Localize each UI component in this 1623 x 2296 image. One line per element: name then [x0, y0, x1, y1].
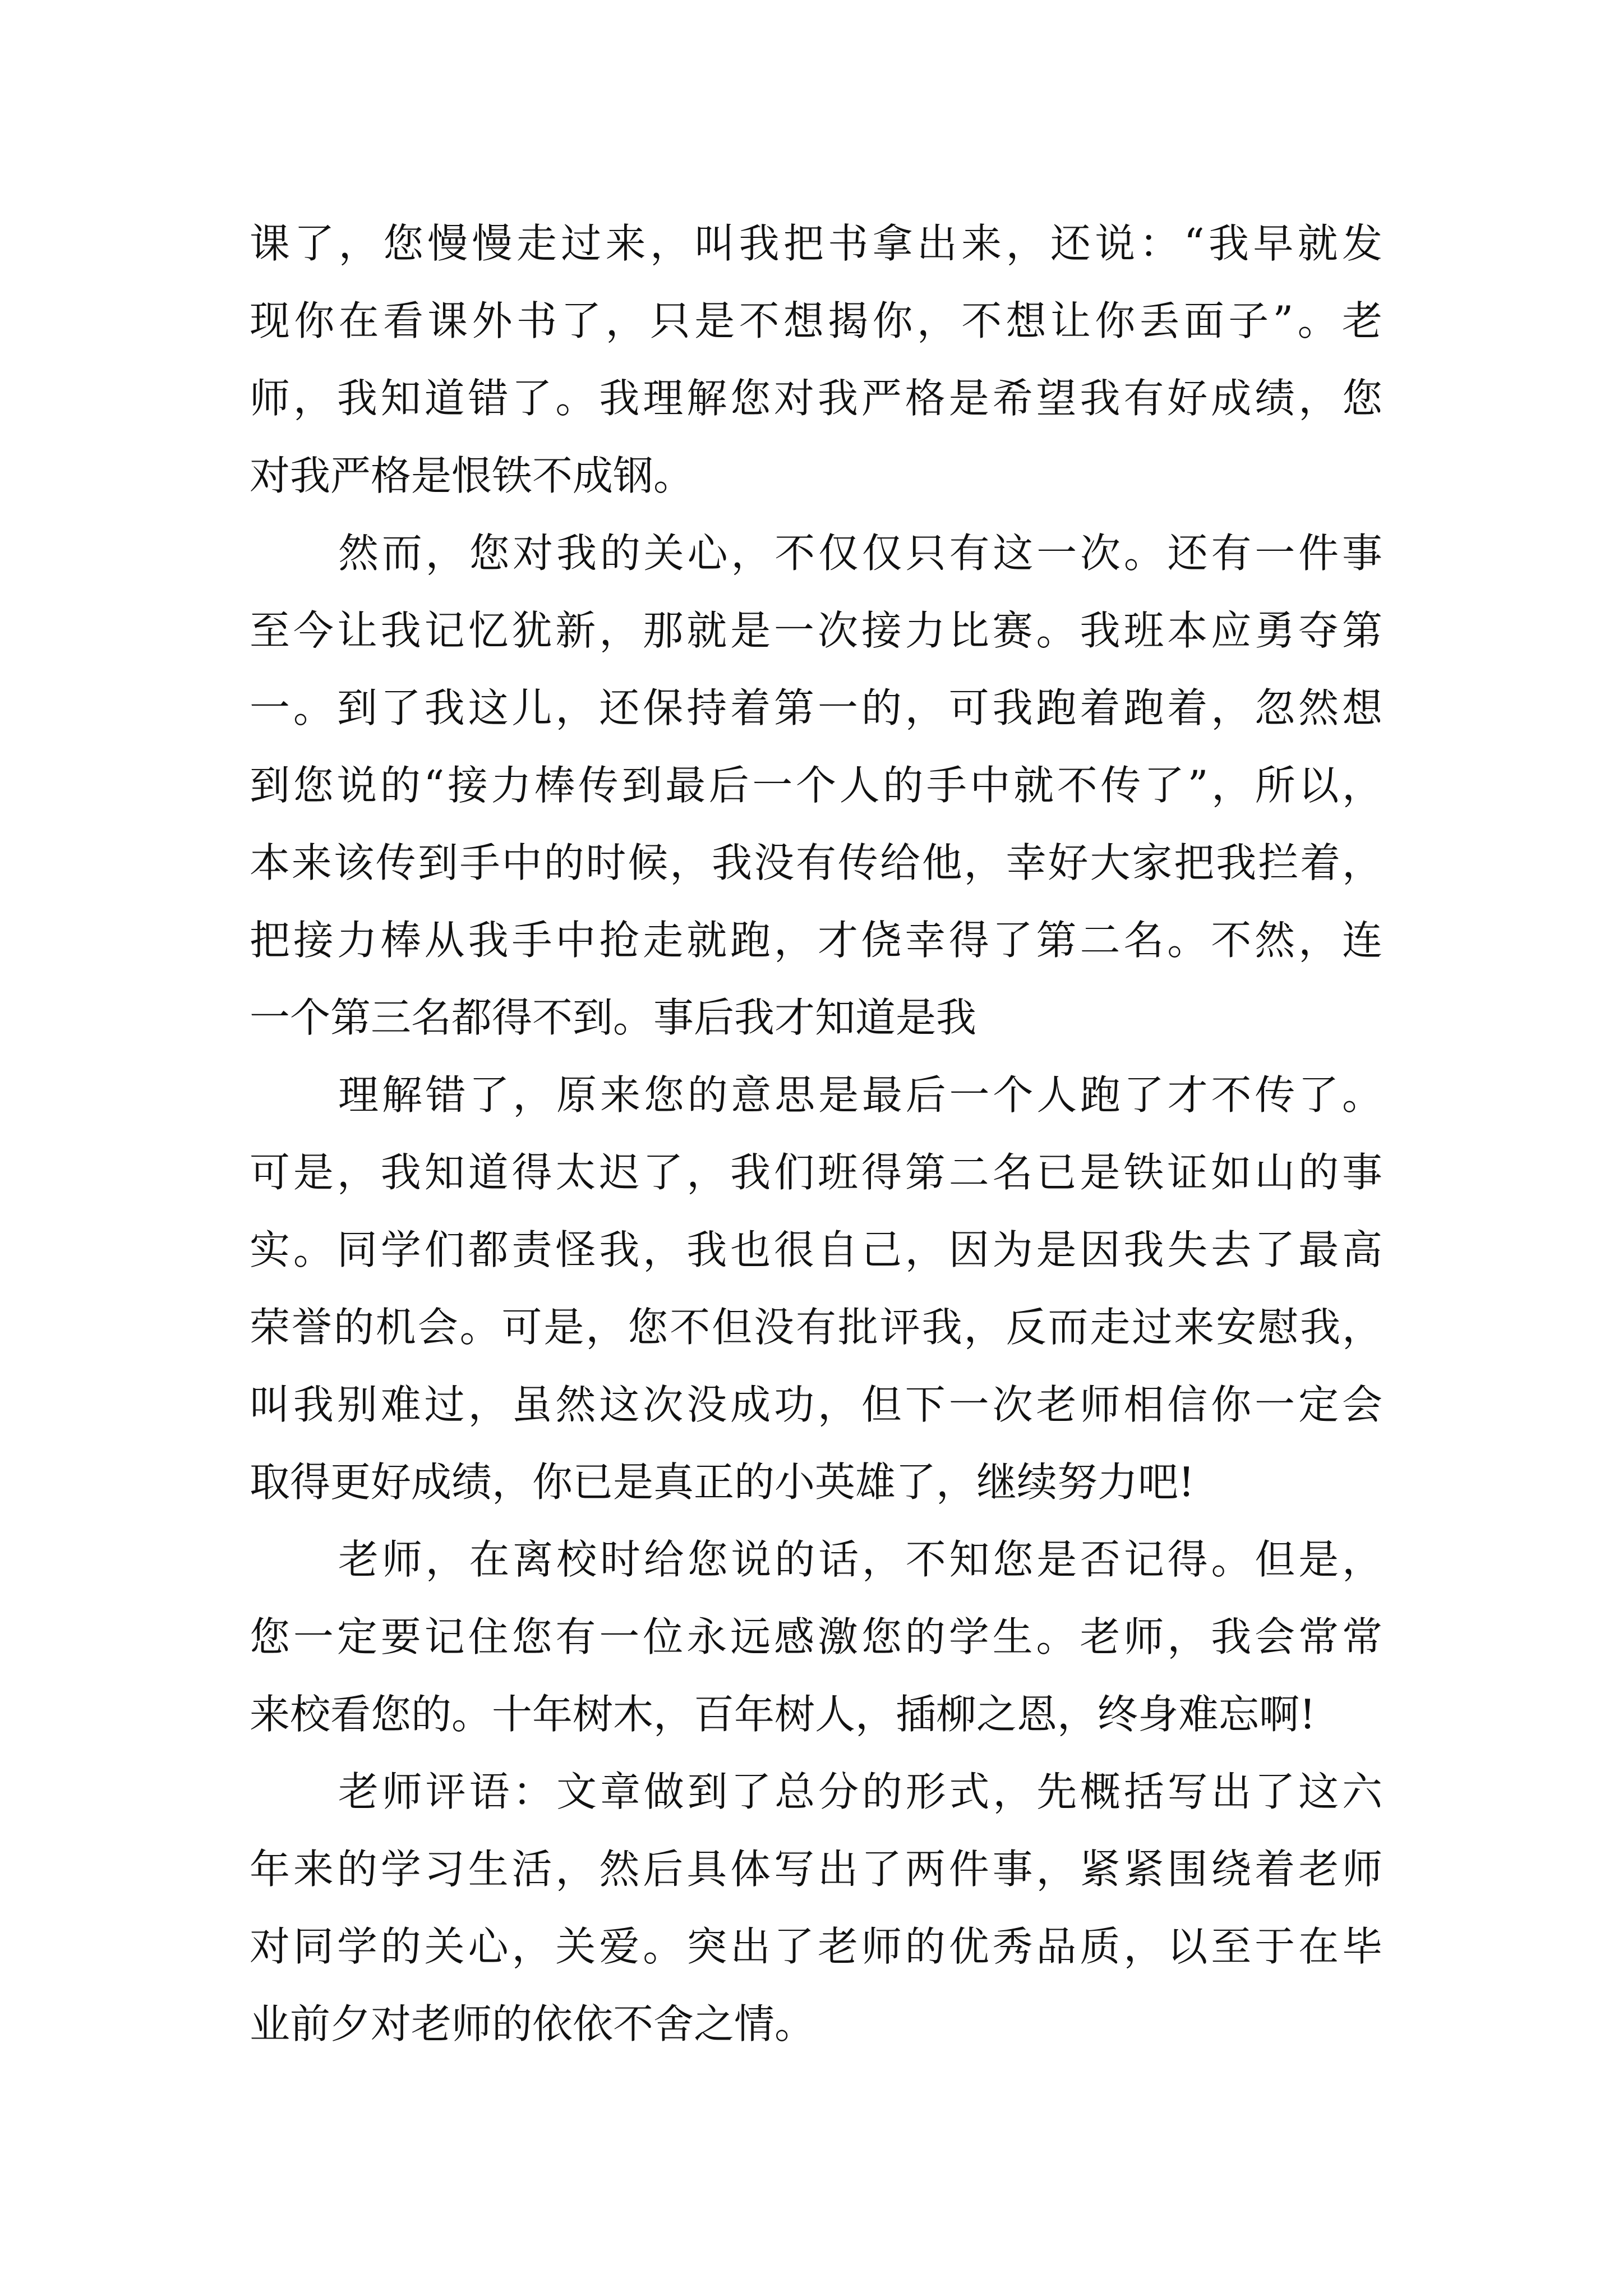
document-body [250, 205, 1382, 2063]
text-line: 对我严格是恨铁不成钢。 [250, 452, 694, 499]
text-line: 一。到了我这儿，还保持着第一的，可我跑着跑着，忽然想 [250, 684, 1382, 731]
text-line: 来校看您的。十年树木，百年树人，插柳之恩，终身难忘啊! [250, 1691, 1316, 1738]
paragraph-first-line: 老师评语：文章做到了总分的形式，先概括写出了这六 [338, 1768, 1382, 1815]
text-line: 荣誉的机会。可是，您不但没有批评我，反而走过来安慰我， [250, 1304, 1382, 1351]
text-line: 对同学的关心，关爱。突出了老师的优秀品质，以至于在毕 [250, 1923, 1382, 1970]
text-line: 您一定要记住您有一位永远感激您的学生。老师，我会常常 [250, 1613, 1382, 1660]
text-line: 业前夕对老师的依依不舍之情。 [250, 2000, 815, 2047]
text-line: 到您说的“接力棒传到最后一个人的手中就不传了”，所以， [250, 762, 1382, 809]
text-line: 把接力棒从我手中抢走就跑，才侥幸得了第二名。不然，连 [250, 917, 1382, 964]
text-line: 年来的学习生活，然后具体写出了两件事，紧紧围绕着老师 [250, 1846, 1382, 1893]
text-line: 可是，我知道得太迟了，我们班得第二名已是铁证如山的事 [250, 1149, 1382, 1196]
text-line: 取得更好成绩，你已是真正的小英雄了，继续努力吧! [250, 1458, 1195, 1506]
text-line: 叫我别难过，虽然这次没成功，但下一次老师相信你一定会 [250, 1381, 1382, 1428]
paragraph-first-line: 理解错了，原来您的意思是最后一个人跑了才不传了。 [338, 1071, 1382, 1119]
text-line: 至今让我记忆犹新，那就是一次接力比赛。我班本应勇夺第 [250, 607, 1382, 654]
text-line: 本来该传到手中的时候，我没有传给他，幸好大家把我拦着， [250, 839, 1382, 886]
text-line: 一个第三名都得不到。事后我才知道是我 [250, 994, 977, 1041]
text-line: 实。同学们都责怪我，我也很自己，因为是因我失去了最高 [250, 1226, 1382, 1273]
text-line: 师，我知道错了。我理解您对我严格是希望我有好成绩，您 [250, 375, 1382, 422]
text-line: 课了，您慢慢走过来，叫我把书拿出来，还说：“我早就发 [250, 220, 1382, 267]
text-line: 现你在看课外书了，只是不想揭你，不想让你丢面子”。老 [250, 297, 1382, 344]
paragraph-first-line: 然而，您对我的关心，不仅仅只有这一次。还有一件事 [338, 530, 1382, 577]
paragraph-first-line: 老师，在离校时给您说的话，不知您是否记得。但是， [338, 1536, 1382, 1583]
